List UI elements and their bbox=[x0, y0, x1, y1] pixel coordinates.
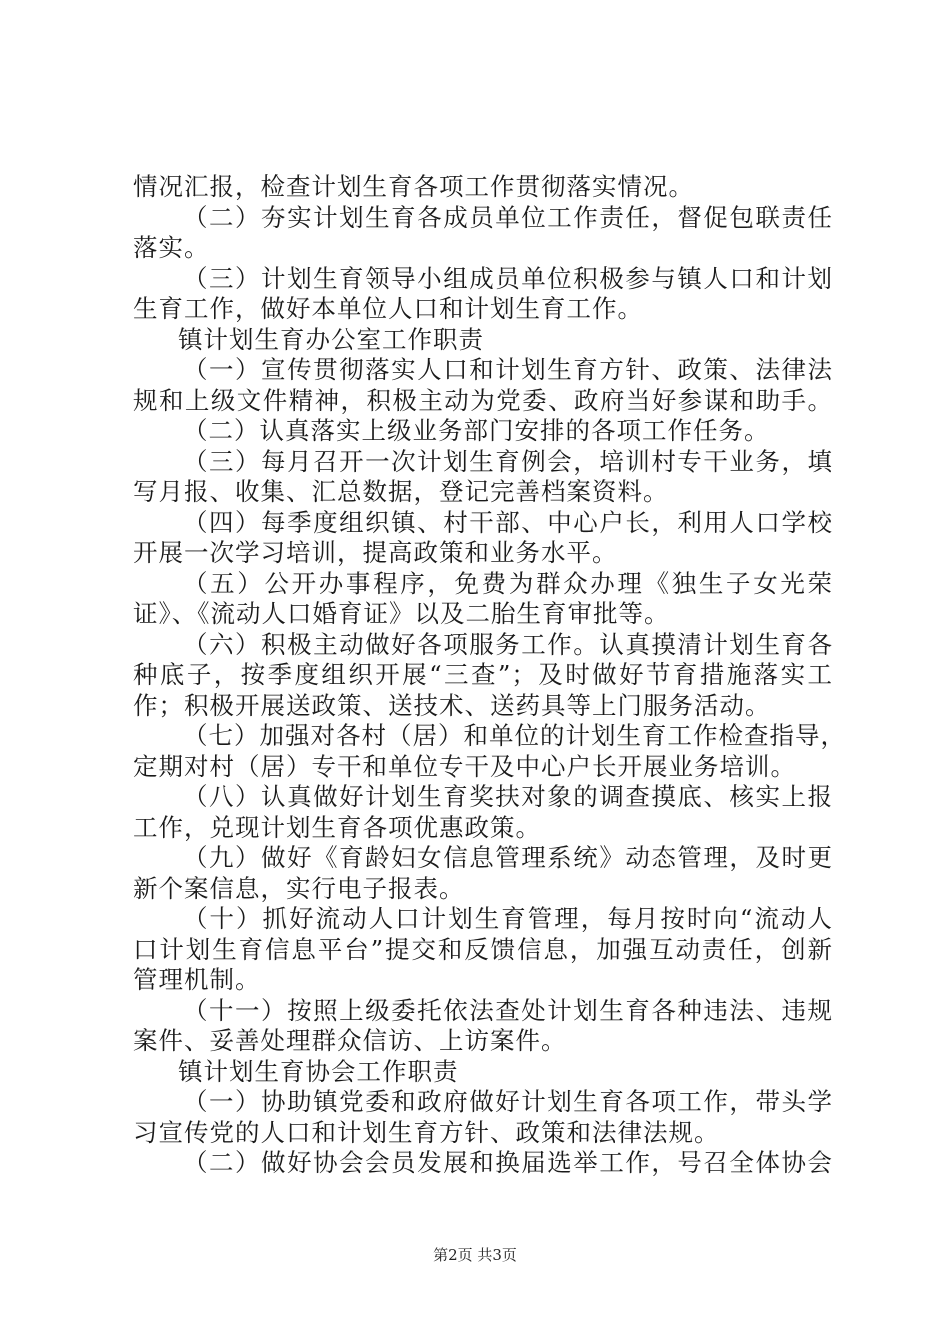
text-line: 情况汇报，检查计划生育各项工作贯彻落实情况。 bbox=[133, 172, 694, 201]
section-heading: 镇计划生育协会工作职责 bbox=[178, 1056, 459, 1086]
text-line: 新个案信息，实行电子报表。 bbox=[133, 873, 465, 903]
text-line: （三）每月召开一次计划生育例会，培训村专干业务，填 bbox=[183, 446, 833, 476]
text-line: （一）协助镇党委和政府做好计划生育各项工作，带头学 bbox=[183, 1087, 833, 1116]
text-line: （五）公开办事程序，免费为群众办理《独生子女光荣 bbox=[183, 568, 833, 598]
text-line: （十）抓好流动人口计划生育管理，每月按时向“流动人 bbox=[183, 904, 833, 933]
text-line: 口计划生育信息平台”提交和反馈信息，加强互动责任，创新 bbox=[133, 934, 833, 964]
text-line: （二）做好协会会员发展和换届选举工作，号召全体协会 bbox=[183, 1148, 833, 1177]
text-line: （六）积极主动做好各项服务工作。认真摸清计划生育各 bbox=[183, 629, 833, 659]
text-line: 开展一次学习培训，提高政策和业务水平。 bbox=[133, 538, 618, 567]
text-line: （二）夯实计划生育各成员单位工作责任，督促包联责任 bbox=[183, 202, 833, 232]
text-line: 案件、妥善处理群众信访、上访案件。 bbox=[133, 1026, 567, 1055]
text-line: 生育工作，做好本单位人口和计划生育工作。 bbox=[133, 294, 643, 323]
text-line: 证》、《流动人口婚育证》以及二胎生育审批等。 bbox=[133, 599, 670, 628]
text-line: 定期对村（居）专干和单位专干及中心户长开展业务培训。 bbox=[133, 751, 796, 781]
text-line: 规和上级文件精神，积极主动为党委、政府当好参谋和助手。 bbox=[133, 385, 833, 415]
text-line: （四）每季度组织镇、村干部、中心户长，利用人口学校 bbox=[183, 507, 833, 537]
text-line: （九）做好《育龄妇女信息管理系统》动态管理，及时更 bbox=[183, 843, 833, 872]
section-heading: 镇计划生育办公室工作职责 bbox=[178, 324, 484, 354]
text-line: （三）计划生育领导小组成员单位积极参与镇人口和计划 bbox=[183, 263, 833, 293]
text-line: 写月报、收集、汇总数据，登记完善档案资料。 bbox=[133, 477, 669, 506]
text-line: （一）宣传贯彻落实人口和计划生育方针、政策、法律法 bbox=[183, 355, 833, 384]
text-line: （八）认真做好计划生育奖扶对象的调查摸底、核实上报 bbox=[183, 782, 833, 811]
text-line: （七）加强对各村（居）和单位的计划生育工作检查指导， bbox=[183, 721, 846, 750]
text-line: 落实。 bbox=[133, 233, 210, 262]
text-line: （二）认真落实上级业务部门安排的各项工作任务。 bbox=[183, 416, 770, 445]
text-line: 工作，兑现计划生育各项优惠政策。 bbox=[133, 812, 541, 842]
document-body bbox=[133, 172, 846, 1179]
text-line: 种底子，按季度组织开展“三查”；及时做好节育措施落实工 bbox=[133, 660, 833, 689]
text-line: （十一）按照上级委托依法查处计划生育各种违法、违规 bbox=[183, 995, 833, 1025]
text-line: 管理机制。 bbox=[133, 965, 261, 994]
text-line: 作；积极开展送政策、送技术、送药具等上门服务活动。 bbox=[133, 690, 771, 720]
page-footer: 第2页 共3页 bbox=[433, 1246, 517, 1264]
text-line: 习宣传党的人口和计划生育方针、政策和法律法规。 bbox=[133, 1117, 720, 1147]
